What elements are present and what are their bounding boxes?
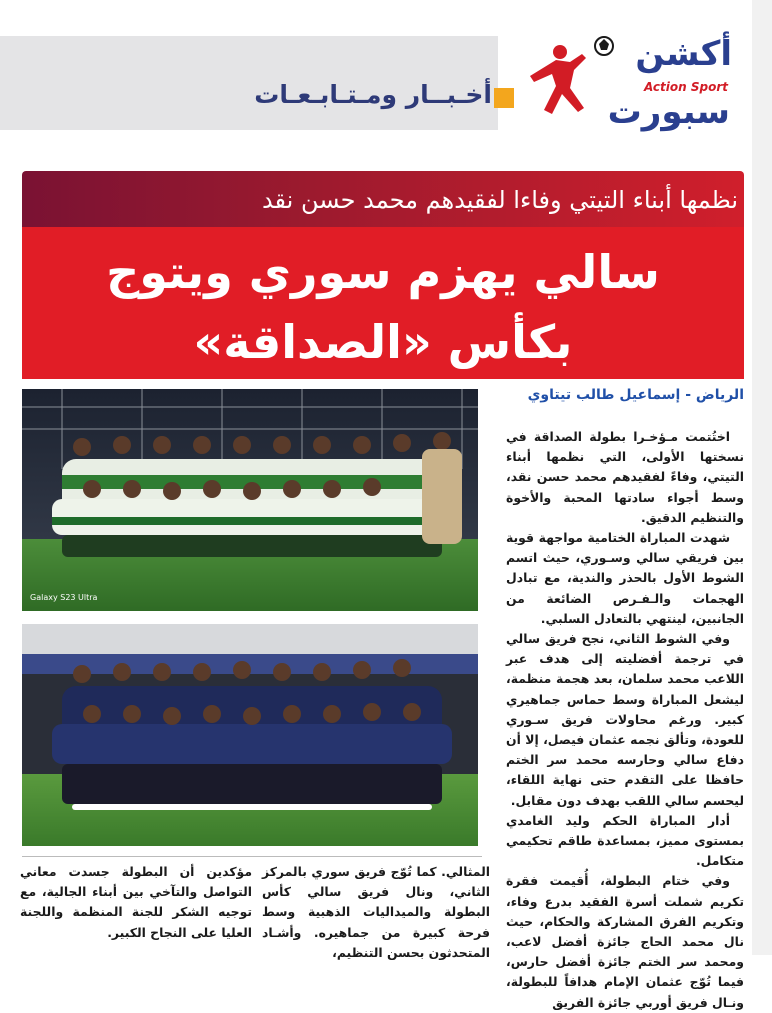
section-label: أخـبــار ومـتـابـعـات [254,80,492,109]
logo-text-english: Action Sport [644,80,728,94]
page-edge [752,0,772,955]
paragraph: شهدت المباراة الختامية مواجهة قوية بين فريقي سالي وسـوري، حيث اتسم الشوط الأول بالحذر والندية، مع تبادل الهجمات والـفـرص الضائعة من الجانبين، لينتهي بالتعادل السلبي. [506,530,744,626]
byline: الرياض - إسماعيل طالب تيتاوي [527,387,744,403]
team-photo-navy [22,624,478,846]
article-body-main [506,427,744,1013]
headline-line-2: بكأس «الصداقة» [193,315,573,369]
logo-text-top: أكشن [635,34,732,74]
logo-text-bottom: سبورت [607,92,730,132]
article-subtitle: نظمها أبناء التيتي وفاءا لفقيدهم محمد حسن نقد [261,186,738,214]
team-photo-green [22,389,478,611]
article-body-column-3: مؤكدين أن البطولة جسدت معاني التواصل والتآخي بين أبناء الجالية، مع توجيه الشكر للجنة المنظمة واللجنة العليا على النجاح الكبير. [20,864,252,940]
article-body-column-2: المثالي. كما تُوّج فريق سوري بالمركز الثاني، ونال فريق سالي كأس البطولة والميداليات الذهبية وسط فرحة كبيرة من جماهيره. وأشـاد المتحدثون بحسن التنظيم، [262,864,490,960]
photo-caption: Galaxy S23 Ultra [30,593,98,602]
column-divider [22,856,482,857]
section-marker [494,88,514,108]
paragraph: أدار المباراة الحكم وليد الغامدي بمستوى مميز، بمساعدة طاقم تحكيمي متكامل. [506,812,744,869]
paragraph: اختُتمت مـؤخـرا بطولة الصداقة في نسختها الأولى، التي نظمها أبناء التيتي، وفاءً لفقيدهم محمد حسن نقد، وسط أجواء سادتها المحبة والأخوة والتنظيم الدقيق. [506,429,744,525]
paragraph: وفي ختام البطولة، أُقيمت فقرة تكريم شملت أسرة الفقيد بدرع وفاء، وتكريم الفرق المشاركة والحكام، حيث نال محمد الحاج جائزة أفضل لاعب، ومحمد سر الختم جائزة أفضل حارس، فيما تُوّج عثمان الإمام هدافاً للبطولة، ونـال فريق أوربي جائزة الفريق [506,873,744,1010]
headline-line-1: سالي يهزم سوري ويتوج [106,245,660,299]
paragraph: وفي الشوط الثاني، نجح فريق سالي في ترجمة أفضليته إلى هدف عبر اللاعب محمد سلمان، بعد هجمة منظمة، ليشعل المباراة وسط حماس جماهيري كبير. ورغم محاولات فريق سـوري للعودة، وتألق نجمه عثمان فيصل، إلا أن دفاع سالي وحارسه محمد سر الختم حافظا على التقدم حتى نهاية اللقاء، ليحسم سالي اللقب بهدف دون مقابل. [506,631,744,808]
